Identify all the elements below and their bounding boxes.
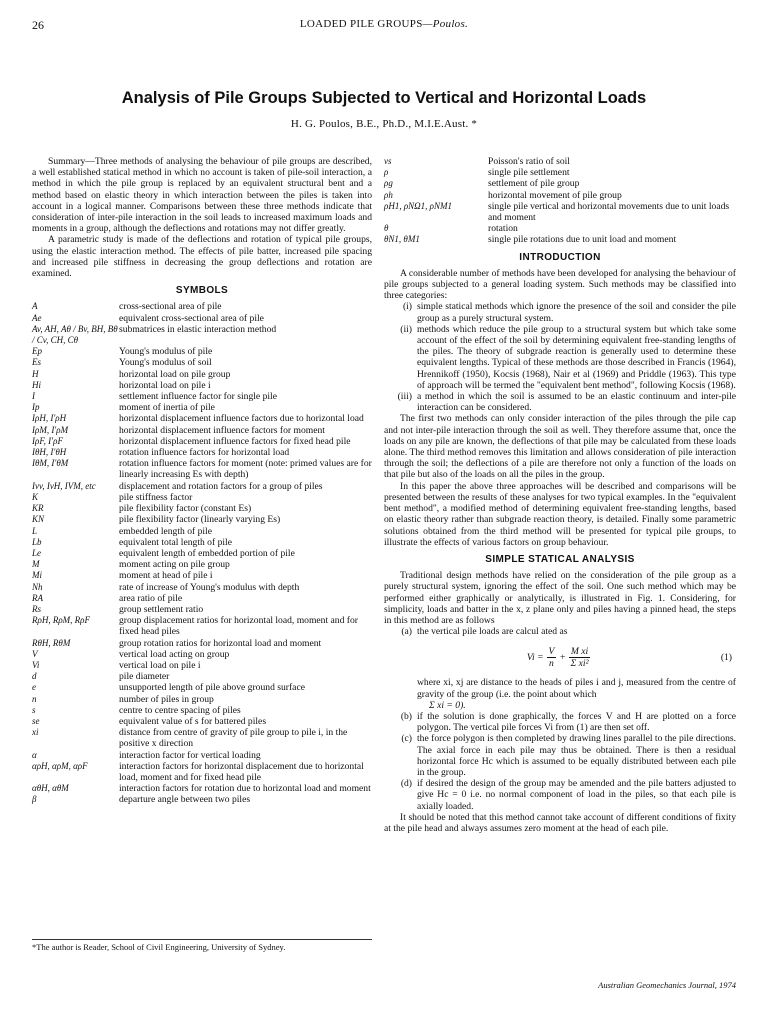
list-item-text: simple statical methods which ignore the presence of the soil and consider the pile group as a purely structural system.: [417, 301, 736, 324]
symbol: e: [32, 682, 36, 693]
symbol-row: [32, 514, 372, 525]
summary-paragraph: Summary—Three methods of analysing the behaviour of pile groups are described, a well established statical method in which no account is taken of pile-soil interaction, a method in which the pile group is replaced by an equivalent structural bent and a method based on elastic theory in which interaction between the piles is taken into account in a logical manner. Comparisons between these three methods indicate that consideration of inter-pile interaction in the soil leads to increased maximum loads and moments in a group, although the deflections and rotations may not differ greatly.: [32, 156, 372, 235]
right-column: [384, 156, 736, 834]
symbol-definition: settlement of pile group: [488, 178, 580, 190]
running-head-author: —Poulos.: [422, 18, 469, 30]
symbol-row: [32, 369, 372, 380]
left-column: [32, 156, 372, 806]
list-item: [384, 626, 736, 637]
symbol: Ae: [32, 312, 42, 323]
symbol: xi: [32, 727, 39, 738]
symbol-row: [32, 761, 372, 783]
symbol-definition: cross-sectional area of pile: [119, 301, 222, 313]
symbol-row: [32, 794, 372, 805]
list-item-text: a method in which the soil is assumed to be an elastic continuum and inter-pile interaction can be considered.: [417, 391, 736, 414]
symbol-row: [32, 694, 372, 705]
symbol-row: [32, 436, 372, 447]
symbol-definition: group displacement ratios for horizontal load, moment and for fixed head piles: [119, 615, 358, 638]
statical-list: [384, 711, 736, 812]
fraction-denominator: Σ xi²: [570, 657, 589, 669]
symbol-row: [32, 559, 372, 570]
fraction-numerator: M xi: [570, 645, 589, 657]
symbol-row: [32, 391, 372, 402]
symbol-definition: interaction factor for vertical loading: [119, 749, 261, 761]
symbol-definition: centre to centre spacing of piles: [119, 704, 241, 716]
symbol-definition: equivalent total length of pile: [119, 536, 232, 548]
symbol-definition: interaction factors for horizontal displacement due to horizontal load, moment and for fixed head pile: [119, 760, 364, 783]
symbol-row: [32, 750, 372, 761]
symbol-definition: horizontal displacement influence factors for fixed head pile: [119, 435, 351, 447]
symbol-definition: unsupported length of pile above ground surface: [119, 682, 305, 694]
equation-lhs: Vi =: [526, 651, 544, 663]
symbol-row: [32, 313, 372, 324]
symbol-definition: vertical load on pile i: [119, 659, 201, 671]
symbol: Ep: [32, 346, 42, 357]
symbol-row: [384, 167, 736, 178]
symbol-row: [384, 223, 736, 234]
symbol-definition: area ratio of pile: [119, 592, 183, 604]
symbol: β: [32, 794, 37, 805]
symbol-definition: rate of increase of Young's modulus with depth: [119, 581, 300, 593]
symbol-row: [32, 582, 372, 593]
list-item-label: (c): [401, 733, 412, 745]
symbol-definition: moment at head of pile i: [119, 570, 213, 582]
equation-number: (1): [720, 651, 732, 663]
symbol-definition: moment acting on pile group: [119, 559, 230, 571]
list-item-label: (iii): [397, 391, 412, 403]
symbol-definition: equivalent cross-sectional area of pile: [119, 312, 264, 324]
symbol: n: [32, 693, 37, 704]
list-item-label: (ii): [400, 323, 412, 335]
symbol: ρg: [384, 178, 393, 189]
symbol-row: [32, 548, 372, 559]
list-item: [384, 324, 736, 391]
intro-paragraph: In this paper the above three approaches will be described and comparisons will be presented between the results of these analyses for two typical examples. In the "equivalent bent method", a modified method of determining equivalent free-standing lengths, based on elastic theory rather than subgrade reaction theory, is detailed. Finally some parametric solutions obtained from the third method will be presented for typical pile groups, to illustrate the effects of various factors on group behaviour.: [384, 480, 736, 548]
symbol-definition: single pile settlement: [488, 167, 570, 179]
symbol-definition: rotation influence factors for horizontal load: [119, 447, 290, 459]
footnote: *The author is Reader, School of Civil Engineering, University of Sydney.: [32, 939, 372, 952]
symbol: L: [32, 525, 38, 536]
symbol-definition: horizontal load on pile group: [119, 368, 231, 380]
symbol: ρh: [384, 189, 393, 200]
symbol-definition: vertical load acting on group: [119, 648, 230, 660]
symbol-row: [32, 503, 372, 514]
symbol-row: [32, 649, 372, 660]
symbol: Rs: [32, 603, 41, 614]
list-item-text: the vertical pile loads are calcul ated as: [417, 626, 568, 638]
symbol: IθH, I′θH: [32, 447, 67, 458]
symbol-row: [32, 526, 372, 537]
author-line: H. G. Poulos, B.E., Ph.D., M.I.E.Aust. *: [290, 118, 478, 130]
fraction-numerator: V: [548, 645, 555, 657]
symbol-definition: horizontal movement of pile group: [488, 189, 622, 201]
list-item-text: if the solution is done graphically, the forces V and H are plotted on a force polygon. The vertical pile forces Vi from (1) are then set off.: [417, 710, 736, 734]
symbol-definition: horizontal displacement influence factors due to horizontal load: [119, 413, 364, 425]
symbol: M: [32, 559, 40, 570]
list-item-text: methods which reduce the pile group to a structural system but which take some account of the effect of the soil by determining equivalent free-standing lengths of the piles. The theory of subgrade reaction is generally used to determine these equivalent lengths. Typical of these methods are those described in Francis (1964), Hrennikoff (1950), Kocsis (1968), Nair et al (1969) and Priddle (1963). This type of approach will be termed the "equivalent bent method", following Kocsis (1968).: [417, 323, 736, 391]
symbol-definition: single pile vertical and horizontal movements due to unit loads and moment: [488, 200, 730, 224]
symbol-definition: horizontal load on pile i: [119, 379, 211, 391]
list-item-label: (i): [402, 301, 412, 313]
symbol: Ivv, IvH, IVM, etc: [32, 480, 96, 491]
running-head: [0, 18, 768, 30]
symbol-definition: rotation influence factors for moment (note: primed values are for linearly increasing Es with depth): [119, 458, 372, 481]
symbol: Nh: [32, 581, 43, 592]
symbol: RA: [32, 592, 43, 603]
intro-paragraph: The first two methods can only consider interaction of the piles through the pile cap and not inter-pile interaction through the soil as well. They therefore assume that, once the loads on any pile are known, the deflections of that pile may be calculated from these loads alone. The third method removes this limitation and allows consideration of pile interaction through the soil; the deflections of a pile are therefore not only a function of the loads on that pile but also of the loads on all the piles in the group.: [384, 413, 736, 481]
symbol: I: [32, 391, 35, 402]
journal-citation: Australian Geomechanics Journal, 1974: [598, 980, 736, 990]
symbol-definition: equivalent length of embedded portion of pile: [119, 547, 295, 559]
symbol-row: [32, 716, 372, 727]
symbol-definition: Young's modulus of pile: [119, 346, 213, 358]
intro-paragraph: A considerable number of methods have been developed for analysing the behaviour of pile groups subjected to a general loading system. Such methods may be classified into three categories:: [384, 267, 736, 302]
list-item: [384, 733, 736, 778]
list-item-text: the force polygon is then completed by drawing lines parallel to the pile directions. The axial force in each pile may thus be obtained. There is then a residual horizontal force Hc which is assumed to be equally distributed between each pile in the group.: [417, 733, 736, 778]
list-item-text: if desired the design of the group may be amended and the pile batters adjusted to give Hc = 0 i.e. no normal component of load in the piles, so that each pile is axially loaded.: [417, 778, 736, 812]
list-item-label: (b): [400, 710, 412, 722]
symbol-row: [32, 705, 372, 716]
symbol-definition: horizontal displacement influence factors for moment: [119, 424, 325, 436]
symbol-row: [32, 492, 372, 503]
equation-fraction: [569, 646, 590, 669]
symbol-row: [32, 346, 372, 357]
symbols-heading: SYMBOLS: [175, 285, 229, 297]
symbol: Mi: [32, 570, 42, 581]
symbol-row: [384, 190, 736, 201]
symbol-row: [32, 615, 372, 637]
symbol: Hi: [32, 379, 41, 390]
symbol-definition: single pile rotations due to unit load and moment: [488, 234, 677, 246]
equation-1: [384, 637, 736, 677]
symbol-definition: displacement and rotation factors for a group of piles: [119, 480, 323, 492]
statical-paragraph: Traditional design methods have relied on the consideration of the pile group as a purely structural system, ignoring the effect of the soil. One such method which may be performed either graphically or analytically, is illustrated in Fig. 1. Considering, for simplicity, loads and batter in the x, z plane only and piles having a pinned head, the steps in this method are as follows: [384, 570, 736, 626]
symbol: θN1, θM1: [384, 234, 420, 245]
symbol: α: [32, 749, 37, 760]
symbol-row: [32, 682, 372, 693]
symbol-definition: group rotation ratios for horizontal load and moment: [119, 637, 322, 649]
symbol: IρM, I′ρM: [32, 424, 69, 435]
symbol-definition: pile flexibility factor (linearly varying Es): [119, 514, 281, 526]
list-item-label: (d): [400, 778, 412, 790]
symbol-row: [32, 413, 372, 424]
symbol: H: [32, 368, 39, 379]
symbol: IρF, I′ρF: [32, 435, 63, 446]
symbol-definition: moment of inertia of pile: [119, 402, 215, 414]
symbol-definition: pile diameter: [119, 671, 170, 683]
symbol-row: [32, 481, 372, 492]
page-number: 26: [32, 18, 44, 32]
symbol-row: [32, 604, 372, 615]
symbol-row: [384, 201, 736, 223]
symbols-list: [32, 301, 372, 805]
symbol-row: [32, 570, 372, 581]
statical-where: where xi, xj are distance to the heads of piles i and j, measured from the centre of gravity of the group (i.e. the point about which: [417, 677, 736, 700]
symbol: V: [32, 648, 38, 659]
symbol-row: [32, 402, 372, 413]
symbol: s: [32, 704, 36, 715]
symbol-definition: settlement influence factor for single pile: [119, 391, 277, 403]
symbol: αθH, αθM: [32, 783, 69, 794]
list-item-label: (a): [401, 626, 412, 638]
symbol: K: [32, 491, 39, 502]
paper-title: Analysis of Pile Groups Subjected to Vertical and Horizontal Loads: [121, 89, 647, 107]
symbol-definition: embedded length of pile: [119, 525, 212, 537]
symbol: RρH, RρM, RρF: [32, 615, 90, 626]
symbol-row: [32, 727, 372, 749]
symbol-definition: number of piles in group: [119, 693, 214, 705]
list-item: [384, 711, 736, 733]
symbol-definition: equivalent value of s for battered piles: [119, 715, 267, 727]
symbol-row: [32, 357, 372, 368]
equation-fraction: [547, 646, 557, 669]
introduction-heading: INTRODUCTION: [519, 251, 601, 263]
symbol: se: [32, 715, 40, 726]
list-item: [384, 391, 736, 413]
symbol-definition: submatrices in elastic interaction method: [119, 323, 277, 335]
symbol-definition: distance from centre of gravity of pile group to pile i, in the positive x direction: [119, 727, 348, 750]
running-head-title: LOADED PILE GROUPS: [299, 18, 423, 30]
symbol-row: [32, 458, 372, 480]
list-item: [384, 778, 736, 812]
symbol: ρH1, ρNΩ1, ρNM1: [384, 200, 452, 211]
statical-paragraph: It should be noted that this method cannot take account of different conditions of fixity at the pile head and always assumes zero moment at the head of each pile.: [384, 811, 736, 834]
statical-analysis-heading: SIMPLE STATICAL ANALYSIS: [485, 553, 635, 565]
symbol-row: [384, 156, 736, 167]
symbol: Vi: [32, 659, 40, 670]
statical-sum: Σ xi = 0).: [429, 699, 466, 711]
symbol-row: [32, 447, 372, 458]
symbol: KN: [32, 514, 45, 525]
symbol-row: [32, 301, 372, 312]
symbol-definition: rotation: [488, 223, 518, 235]
symbol-row: [384, 178, 736, 189]
symbol-row: [32, 324, 372, 346]
symbol-definition: Poisson's ratio of soil: [488, 156, 570, 167]
symbol: ρ: [384, 167, 389, 178]
fraction-denominator: n: [549, 657, 554, 669]
symbol-definition: Young's modulus of soil: [119, 357, 212, 369]
symbol: Lb: [32, 536, 42, 547]
symbol-row: [32, 425, 372, 436]
symbol: Es: [32, 357, 41, 368]
symbol: νs: [384, 156, 392, 166]
symbol-row: [32, 671, 372, 682]
symbol-row: [32, 380, 372, 391]
symbol: Av, AH, Aθ / Bv, BH, Bθ / Cv, CH, Cθ: [32, 323, 118, 346]
list-item: [384, 301, 736, 323]
symbol-definition: interaction factors for rotation due to horizontal load and moment: [119, 783, 371, 795]
symbol-definition: pile flexibility factor (constant Es): [119, 503, 252, 515]
symbol-definition: departure angle between two piles: [119, 794, 251, 806]
symbol-row: [32, 783, 372, 794]
symbol: KR: [32, 503, 44, 514]
symbol: Le: [32, 547, 41, 558]
symbol-definition: pile stiffness factor: [119, 491, 193, 503]
symbol-row: [32, 537, 372, 548]
symbol: A: [32, 301, 38, 312]
symbol: IθM, I′θM: [32, 458, 69, 469]
symbol-row: [32, 593, 372, 604]
symbol: d: [32, 671, 37, 682]
equation-plus: +: [559, 651, 566, 663]
symbol-definition: group settlement ratio: [119, 603, 204, 615]
symbol: IρH, I′ρH: [32, 413, 67, 424]
symbol: Ip: [32, 402, 40, 413]
symbol-row: [32, 660, 372, 671]
symbols-list-continued: [384, 156, 736, 246]
intro-list: [384, 301, 736, 413]
symbol: RθH, RθM: [32, 637, 71, 648]
symbol: θ: [384, 223, 389, 234]
summary-paragraph: A parametric study is made of the deflections and rotation of typical pile groups, using the elastic interaction method. The effects of pile batter, increased pile spacing and increased pile stiffness in decreasing the group deflections and rotation are examined.: [32, 234, 372, 280]
symbol: αρH, αρM, αρF: [32, 760, 88, 771]
symbol-row: [32, 638, 372, 649]
symbol-row: [384, 234, 736, 245]
